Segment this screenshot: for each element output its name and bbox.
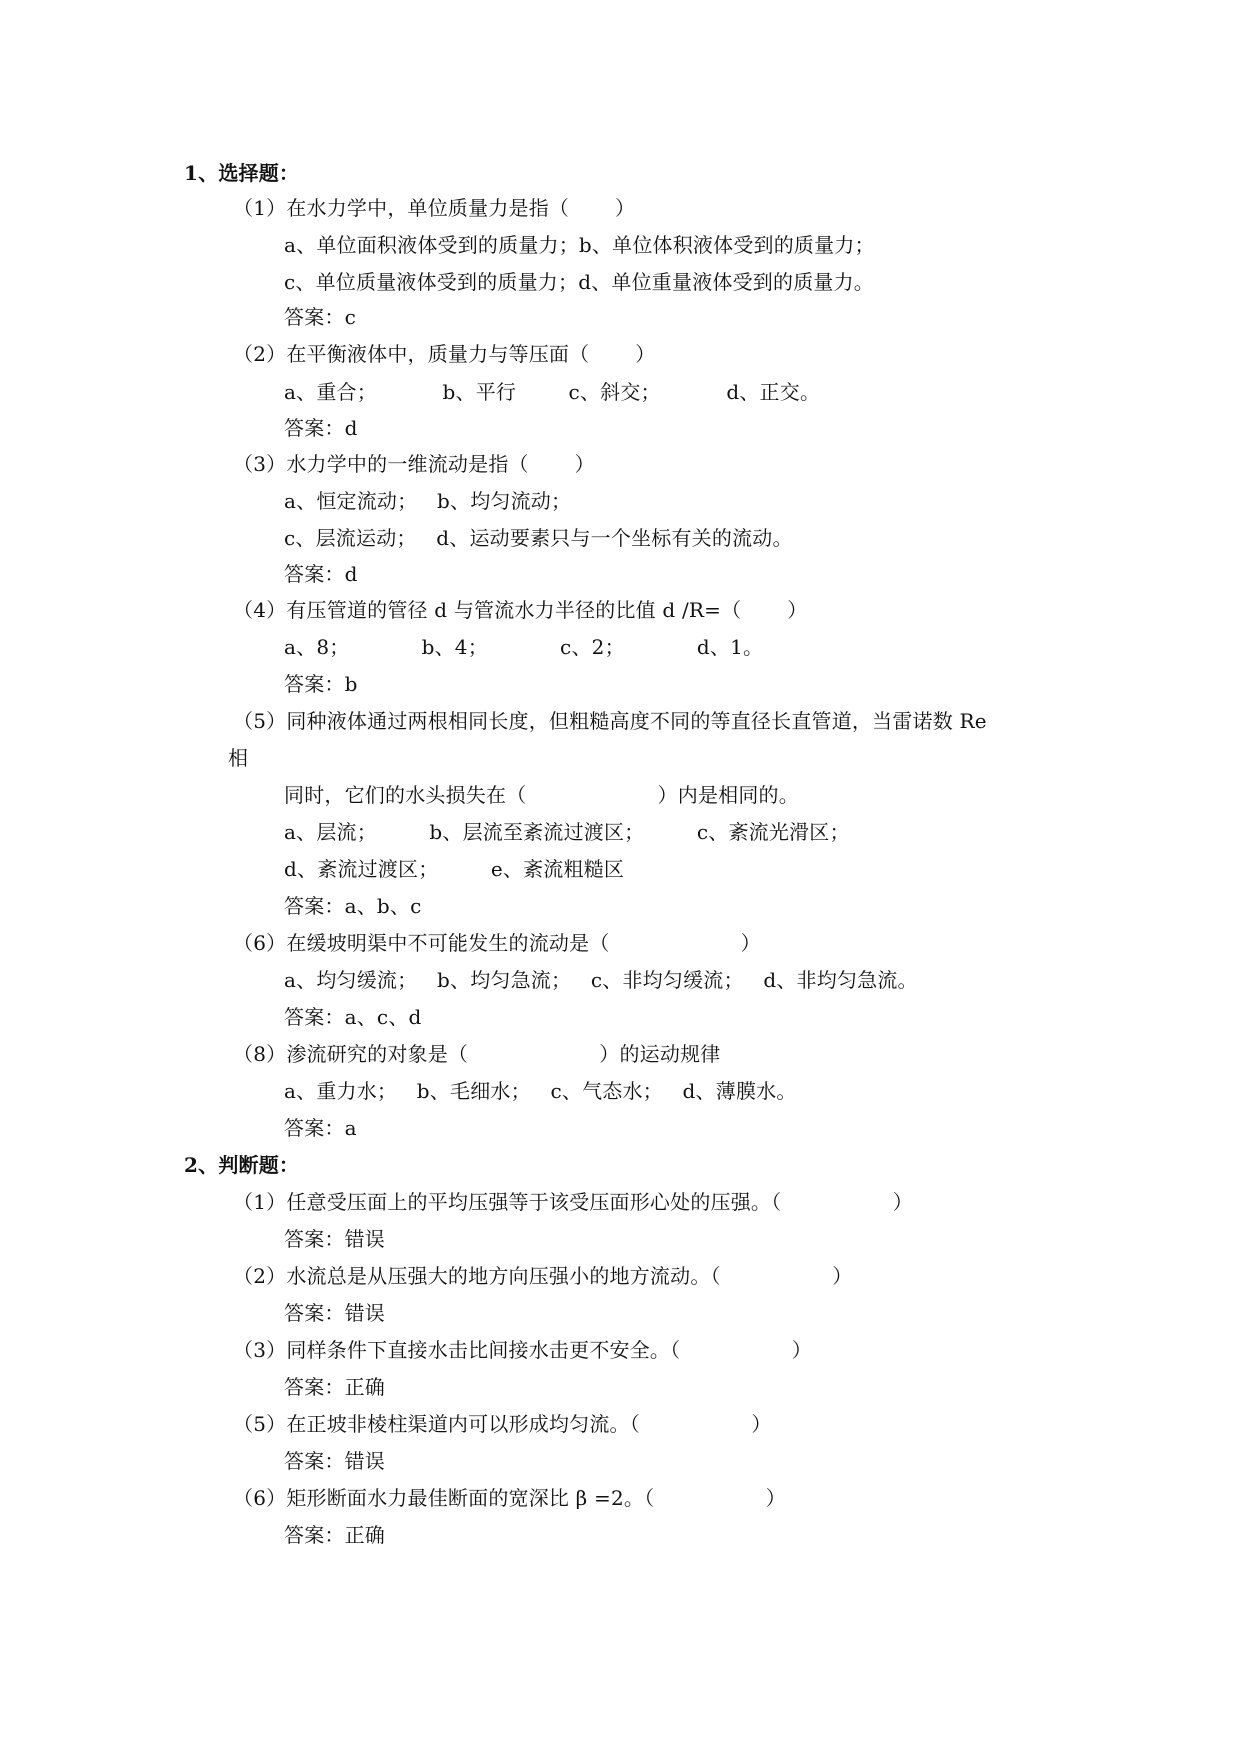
answer-line: 答案：a	[284, 1116, 357, 1140]
answer-line: 答案：正确	[284, 1523, 385, 1547]
question-stem: （4）有压管道的管径 d 与管流水力半径的比值 d /R=（ ）	[233, 598, 808, 622]
answer-line: 答案：a、b、c	[284, 894, 422, 918]
answer-line: 答案：正确	[284, 1375, 385, 1399]
answer-line: 答案：错误	[284, 1449, 385, 1473]
question-stem: （8）渗流研究的对象是（ ）的运动规律	[233, 1042, 721, 1066]
question-stem: （2）水流总是从压强大的地方向压强小的地方流动。（ ）	[233, 1264, 853, 1288]
answer-line: 答案：错误	[284, 1227, 385, 1251]
question-option-line: d、紊流过渡区； e、紊流粗糙区	[284, 857, 625, 881]
question-option-line: c、层流运动； d、运动要素只与一个坐标有关的流动。	[284, 526, 793, 550]
question-stem: （1）在水力学中，单位质量力是指（ ）	[233, 196, 636, 220]
answer-line: 答案：b	[284, 672, 358, 696]
answer-line: 答案：d	[284, 416, 358, 440]
answer-line: 答案：c	[284, 305, 357, 329]
question-stem: （5）同种液体通过两根相同长度，但粗糙高度不同的等直径长直管道，当雷诺数 Re	[233, 709, 987, 733]
question-option-line: a、单位面积液体受到的质量力；b、单位体积液体受到的质量力；	[284, 233, 875, 257]
answer-line: 答案：d	[284, 562, 358, 586]
question-stem: （3）同样条件下直接水击比间接水击更不安全。（ ）	[233, 1338, 813, 1362]
question-stem: （2）在平衡液体中，质量力与等压面（ ）	[233, 342, 656, 366]
question-stem: （1）任意受压面上的平均压强等于该受压面形心处的压强。（ ）	[233, 1190, 914, 1214]
question-stem: （5）在正坡非棱柱渠道内可以形成均匀流。（ ）	[233, 1412, 772, 1436]
question-option-line: a、重力水； b、毛细水； c、气态水； d、薄膜水。	[284, 1079, 797, 1103]
question-stem: （3）水力学中的一维流动是指（ ）	[233, 452, 595, 476]
question-stem: （6）在缓坡明渠中不可能发生的流动是（ ）	[233, 931, 761, 955]
answer-line: 答案：a、c、d	[284, 1005, 422, 1029]
question-stem-wrap: 相	[228, 746, 249, 770]
question-option-line: a、恒定流动； b、均匀流动；	[284, 489, 572, 513]
question-option-line: a、重合； b、平行 c、斜交； d、正交。	[284, 380, 821, 404]
section-title-choice: 1、选择题：	[184, 161, 300, 185]
question-option-line: a、均匀缓流； b、均匀急流； c、非均匀缓流； d、非均匀急流。	[284, 968, 918, 992]
answer-line: 答案：错误	[284, 1301, 385, 1325]
section-title-judgement: 2、判断题：	[184, 1153, 300, 1177]
question-option-line: a、8； b、4； c、2； d、1。	[284, 635, 764, 659]
question-stem: （6）矩形断面水力最佳断面的宽深比 β =2。（ ）	[233, 1486, 786, 1510]
question-option-line: c、单位质量液体受到的质量力；d、单位重量液体受到的质量力。	[284, 270, 875, 294]
question-stem-continued: 同时，它们的水头损失在（ ）内是相同的。	[284, 783, 799, 807]
question-option-line: a、层流； b、层流至紊流过渡区； c、紊流光滑区；	[284, 820, 850, 844]
